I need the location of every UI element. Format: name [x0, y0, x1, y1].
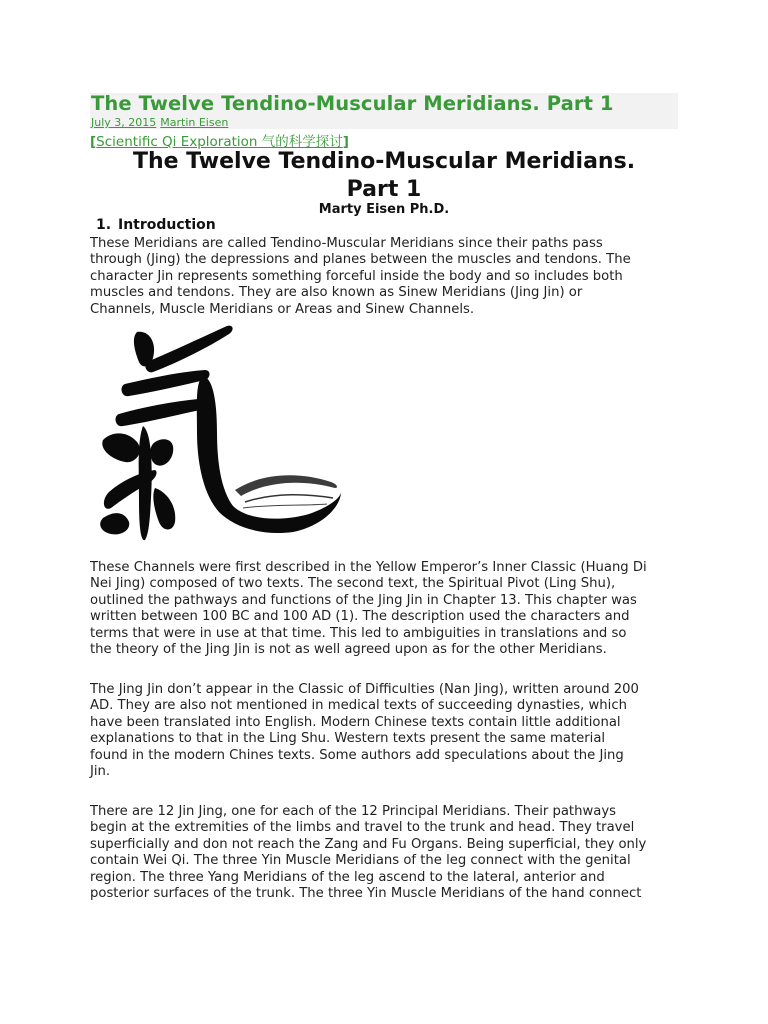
section-heading: [96, 217, 216, 233]
document-author: Marty Eisen Ph.D.: [318, 202, 450, 217]
post-meta: [91, 116, 228, 129]
paragraph-texts: The Jing Jin don’t appear in the Classic of Difficulties (Nan Jing), written around 200 AD. They are also not mentioned in medical texts of succeeding dynasties, which have been translated into English. Modern Chinese texts contain little additional explanations to that in the Ling Shu. Western texts present the same material found in the modern Chines texts. Some authors add speculations about the Jing Jin.: [90, 682, 639, 780]
section-number: 1.: [96, 217, 112, 233]
qi-calligraphy-image: [95, 322, 345, 544]
section-title: Introduction: [118, 217, 216, 233]
document-title: The Twelve Tendino-Muscular Meridians. Part 1: [132, 149, 636, 202]
post-date-link[interactable]: July 3, 2015: [91, 116, 157, 129]
category-bracket-open: [: [90, 134, 97, 150]
category-link[interactable]: Scientific Qi Exploration 气的科学探讨: [96, 134, 343, 150]
post-title[interactable]: The Twelve Tendino-Muscular Meridians. Part 1: [91, 92, 614, 115]
paragraph-intro: These Meridians are called Tendino-Muscular Meridians since their paths pass through (Jing) the depressions and planes between the muscles and tendons. The character Jin represents something forceful inside the body and so includes both muscles and tendons. They are also known as Sinew Meridians (Jing Jin) or Channels, Muscle Meridians or Areas and Sinew Channels.: [90, 236, 631, 317]
paragraph-pathways: There are 12 Jin Jing, one for each of the 12 Principal Meridians. Their pathways begin at the extremities of the limbs and travel to the trunk and head. They travel superficially and don not reach the Zang and Fu Organs. Being superficial, they only contain Wei Qi. The three Yin Muscle Meridians of the leg connect with the genital region. The three Yang Meridians of the leg ascend to the lateral, anterior and posterior surfaces of the trunk. The three Yin Muscle Meridians of the hand connect: [90, 804, 647, 902]
paragraph-history: These Channels were first described in the Yellow Emperor’s Inner Classic (Huang Di Nei Jing) composed of two texts. The second text, the Spiritual Pivot (Ling Shu), outlined the pathways and functions of the Jing Jin in Chapter 13. This chapter was written between 100 BC and 100 AD (1). The description used the characters and terms that were in use at that time. This led to ambiguities in translations and so the theory of the Jing Jin is not as well agreed upon as for the other Meridians.: [90, 560, 647, 658]
category-bracket-close: ]: [342, 134, 349, 150]
author-link[interactable]: Martin Eisen: [160, 116, 229, 129]
category-line: [90, 130, 349, 150]
